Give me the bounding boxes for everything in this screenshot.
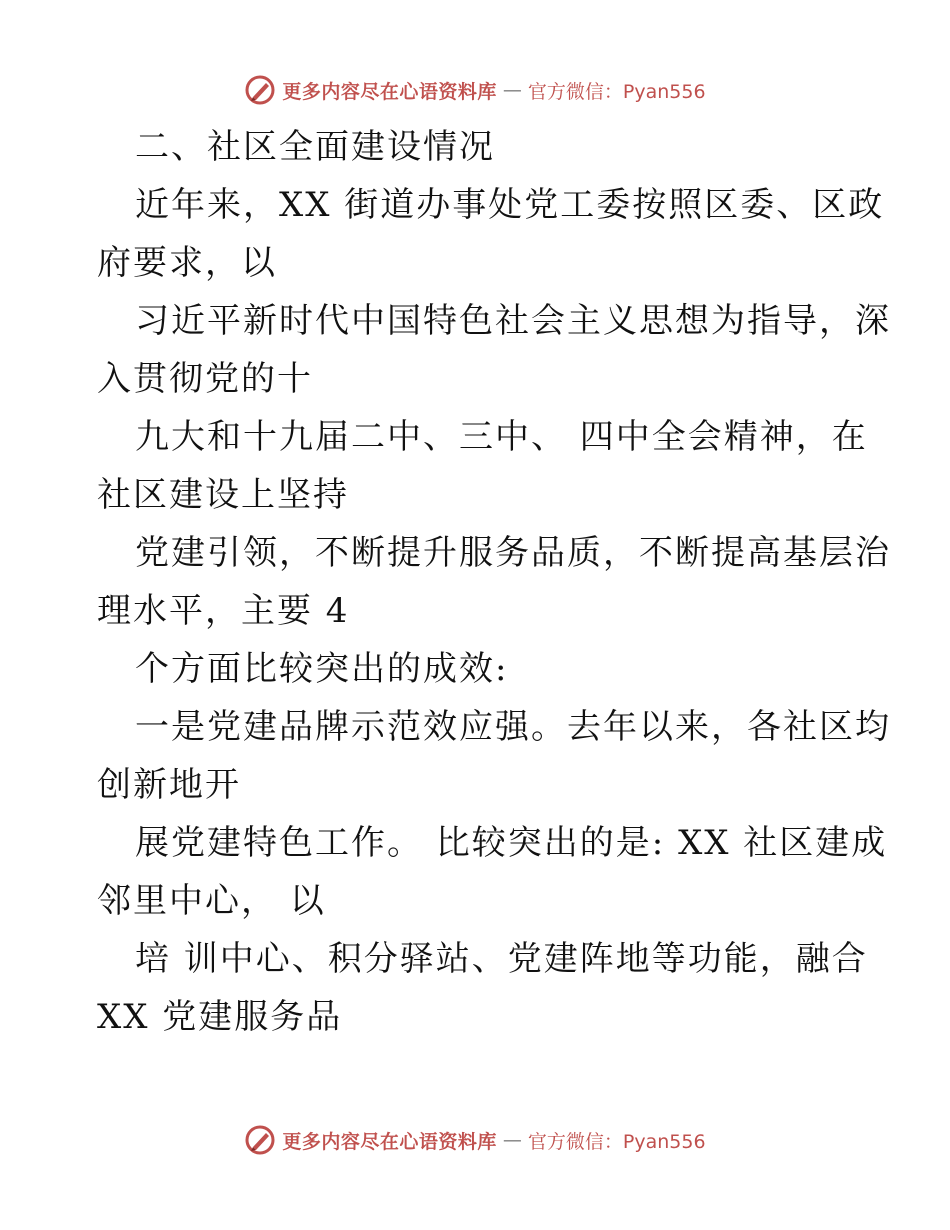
paragraph-line: 邻里中心， 以 — [97, 881, 326, 921]
watermark-separator: — — [502, 79, 522, 101]
paragraph-line: 九大和十九届二中、三中、 四中全会精神，在 — [135, 417, 868, 457]
paragraph-line: 培 训中心、积分驿站、党建阵地等功能，融合 — [135, 939, 868, 979]
paragraph-line: 展党建特色工作。 比较突出的是: XX 社区建成 — [135, 823, 888, 863]
paragraph-line: 个方面比较突出的成效: — [135, 649, 509, 689]
header-watermark — [0, 70, 950, 110]
paragraph-line: 理水平，主要 4 — [97, 591, 350, 631]
watermark-contact: 官方微信：Pyan556 — [527, 80, 706, 103]
paragraph-line: 党建引领，不断提升服务品质，不断提高基层治 — [135, 533, 891, 573]
pen-logo-icon — [244, 1124, 276, 1156]
paragraph-line: 一是党建品牌示范效应强。去年以来，各社区均 — [135, 707, 891, 747]
paragraph-line: 社区建设上坚持 — [97, 475, 349, 515]
paragraph-line: XX 党建服务品 — [97, 997, 343, 1037]
watermark-contact: 官方微信：Pyan556 — [527, 1130, 706, 1153]
footer-watermark — [0, 1120, 950, 1160]
document-body — [97, 118, 891, 1046]
paragraph-line: 创新地开 — [97, 765, 241, 805]
paragraph-line: 入贯彻党的十 — [97, 359, 313, 399]
watermark-separator: — — [502, 1129, 522, 1151]
pen-logo-icon — [244, 74, 276, 106]
paragraph-line: 府要求，以 — [97, 243, 277, 283]
paragraph-line: 习近平新时代中国特色社会主义思想为指导，深 — [135, 301, 891, 341]
watermark-brand: 更多内容尽在心语资料库 — [282, 1130, 497, 1153]
paragraph-line: 近年来，XX 街道办事处党工委按照区委、区政 — [135, 185, 885, 225]
section-heading: 二、社区全面建设情况 — [135, 127, 495, 167]
watermark-brand: 更多内容尽在心语资料库 — [282, 80, 497, 103]
